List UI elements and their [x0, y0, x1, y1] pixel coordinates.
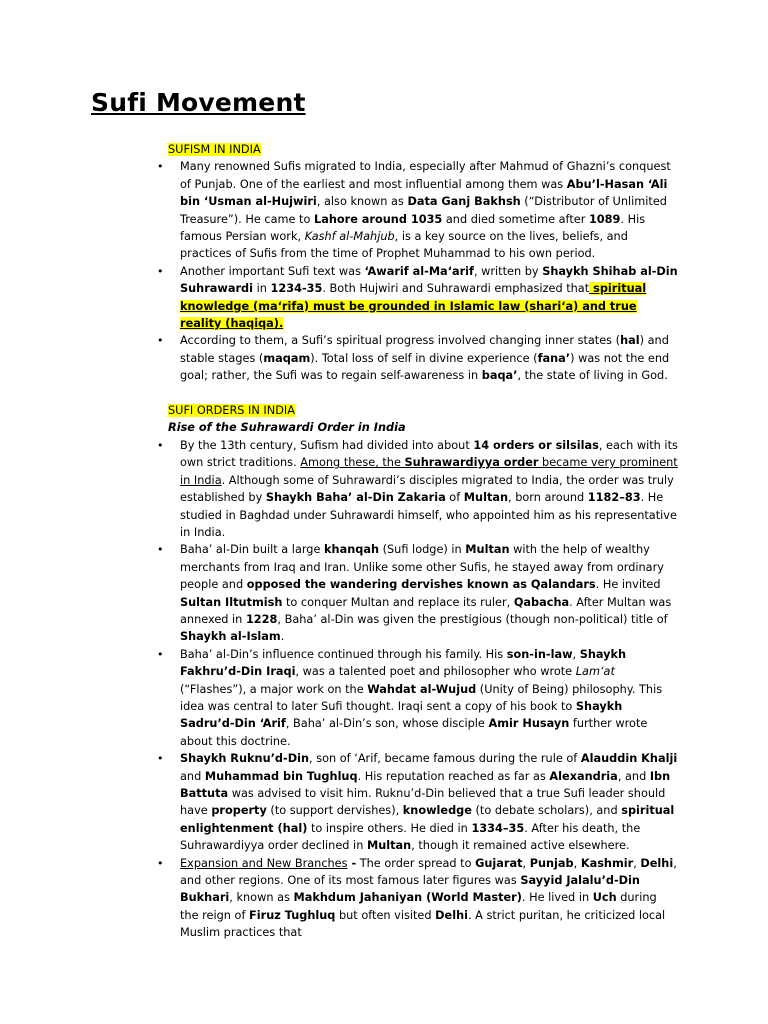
list-item: • By the 13th century, Sufism had divided into about 14 orders or silsilas, each with its own strict traditions. Among these, the Suhrawardiyya order became very prominent in India. Although some of Suhrawardi’s disciples migrated to India, the order was truly established by Shaykh Baha’ al-Din Zakaria of Multan, born around 1182–83. He studied in Baghdad under Suhrawardi himself, who appointed him as his representative in India. — [168, 437, 678, 541]
list-item: • According to them, a Sufi’s spiritual progress involved changing inner states (hal) and stable stages (maqam). Total loss of self in divine experience (fana’) was not the end goal; rather, the Sufi was to regain self-awareness in baqa’, the state of living in God. — [168, 332, 678, 384]
list-item: • Many renowned Sufis migrated to India, especially after Mahmud of Ghazni’s conquest of Punjab. One of the earliest and most influential among them was Abu’l-Hasan ‘Ali bin ‘Usman al-Hujwiri, also known as Data Ganj Bakhsh (“Distributor of Unlimited Treasure”). He came to Lahore around 1035 and died sometime after 1089. His famous Persian work, Kashf al-Mahjub, is a key source on the lives, beliefs, and practices of Sufis from the time of Prophet Muhammad to his own period. — [168, 158, 678, 262]
list-item: • Baha’ al-Din built a large khanqah (Sufi lodge) in Multan with the help of wealthy merchants from Iraq and Iran. Unlike some other Sufis, he stayed away from ordinary people and opposed the wandering dervishes known as Qalandars. He invited Sultan Iltutmish to conquer Multan and replace its ruler, Qabacha. After Multan was annexed in 1228, Baha’ al-Din was given the prestigious (though non-political) title of Shaykh al-Islam. — [168, 541, 678, 645]
list-item: • Another important Sufi text was ‘Awarif al-Ma‘arif, written by Shaykh Shihab al-Din Suhrawardi in 1234-35. Both Hujwiri and Suhrawardi emphasized that spiritual knowledge (ma‘rifa) must be grounded in Islamic law (shari‘a) and true reality (haqiqa). — [168, 263, 678, 333]
section-heading-sufi-orders: SUFI ORDERS IN INDIA — [168, 404, 295, 418]
bullet-list-sufism — [168, 158, 678, 384]
highlighted-text: spiritual knowledge (ma‘rifa) must be grounded in Islamic law (shari‘a) and true reality (haqiqa). — [180, 282, 647, 331]
page-title: Sufi Movement — [91, 88, 306, 117]
subheading: Rise of the Suhrawardi Order in India — [168, 421, 406, 435]
bullet-list-orders — [168, 437, 678, 942]
list-item: • Expansion and New Branches - The order spread to Gujarat, Punjab, Kashmir, Delhi, and other regions. One of its most famous later figures was Sayyid Jalalu’d-Din Bukhari, known as Makhdum Jahaniyan (World Master). He lived in Uch during the reign of Firuz Tughluq but often visited Delhi. A strict puritan, he criticized local Muslim practices that — [168, 855, 678, 942]
spacer — [168, 385, 678, 402]
list-item: • Baha’ al-Din’s influence continued through his family. His son-in-law, Shaykh Fakhru’d-Din Iraqi, was a talented poet and philosopher who wrote Lam‘at (“Flashes”), a major work on the Wahdat al-Wujud (Unity of Being) philosophy. This idea was central to later Sufi thought. Iraqi sent a copy of his book to Shaykh Sadru’d-Din ‘Arif, Baha’ al-Din’s son, whose disciple Amir Husayn further wrote about this doctrine. — [168, 646, 678, 750]
document-body — [168, 141, 678, 942]
section-heading-sufism-in-india: SUFISM IN INDIA — [168, 143, 261, 156]
list-item: • Shaykh Ruknu’d-Din, son of ‘Arif, became famous during the rule of Alauddin Khalji and Muhammad bin Tughluq. His reputation reached as far as Alexandria, and Ibn Battuta was advised to visit him. Ruknu’d-Din believed that a true Sufi leader should have property (to support dervishes), knowledge (to debate scholars), and spiritual enlightenment (hal) to inspire others. He died in 1334–35. After his death, the Suhrawardiyya order declined in Multan, though it remained active elsewhere. — [168, 750, 678, 854]
